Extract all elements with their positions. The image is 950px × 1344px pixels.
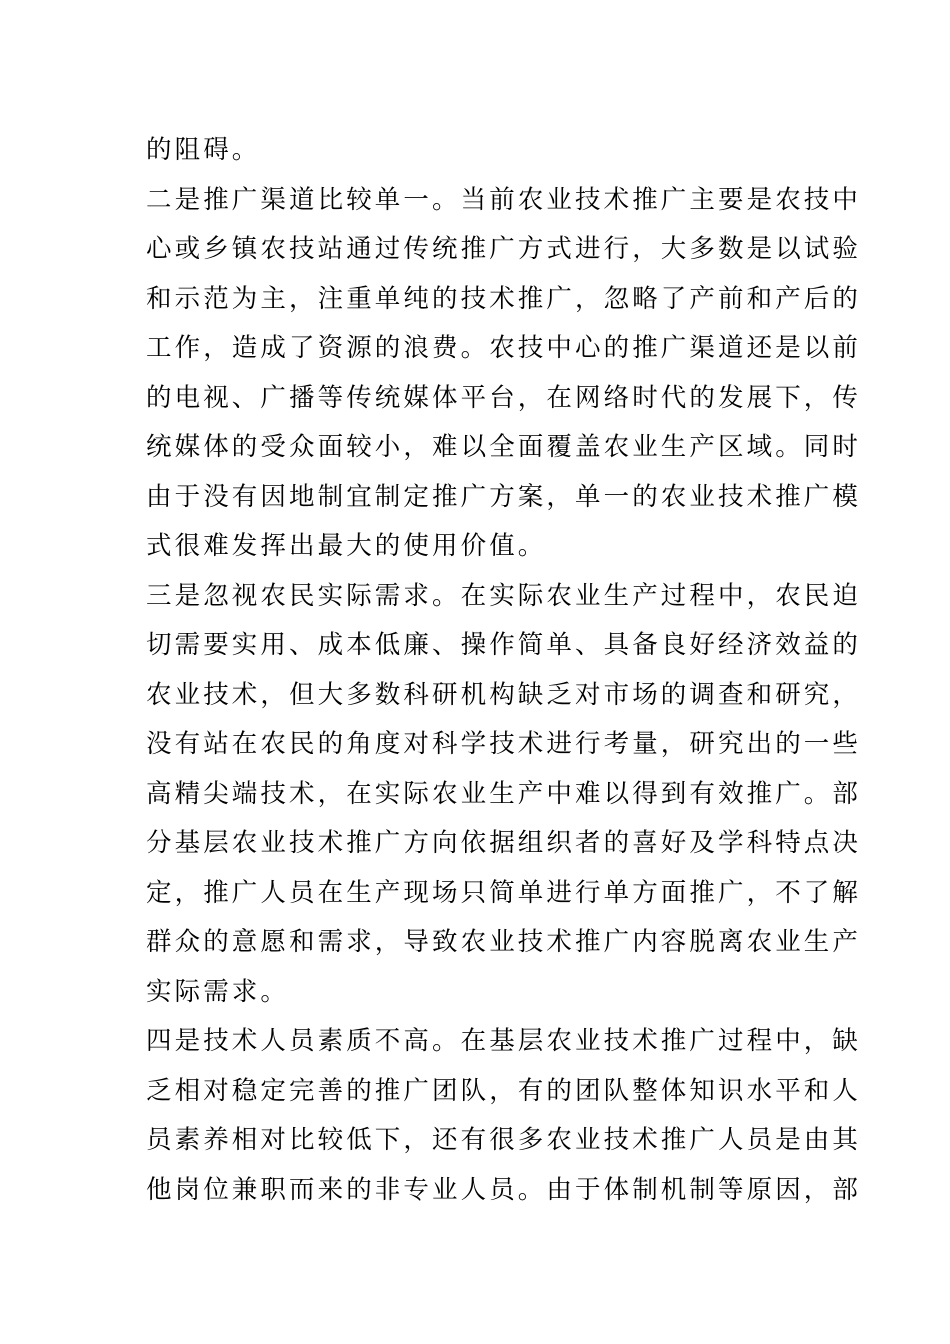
- text-line: 实际需求。: [146, 976, 290, 1007]
- text-line: 农业技术，但大多数科研机构缺乏对市场的调查和研究，: [146, 679, 862, 710]
- text-line: 高精尖端技术，在实际农业生产中难以得到有效推广。部: [146, 778, 862, 809]
- text-line: 切需要实用、成本低廉、操作简单、具备良好经济效益的: [146, 630, 862, 660]
- text-line: 定，推广人员在生产现场只简单进行单方面推广，不了解: [146, 877, 862, 908]
- text-line: 和示范为主，注重单纯的技术推广，忽略了产前和产后的: [146, 283, 862, 314]
- text-line: 由于没有因地制宜制定推广方案，单一的农业技术推广模: [146, 481, 862, 512]
- text-line: 的电视、广播等传统媒体平台，在网络时代的发展下，传: [146, 382, 862, 413]
- text-line: 式很难发挥出最大的使用价值。: [146, 531, 547, 561]
- text-line: 三是忽视农民实际需求。在实际农业生产过程中，农民迫: [146, 580, 862, 611]
- text-line: 工作，造成了资源的浪费。农技中心的推广渠道还是以前: [146, 333, 862, 363]
- text-line: 乏相对稳定完善的推广团队，有的团队整体知识水平和人: [146, 1075, 862, 1106]
- text-line: 他岗位兼职而来的非专业人员。由于体制机制等原因，部: [146, 1174, 862, 1205]
- text-line: 分基层农业技术推广方向依据组织者的喜好及学科特点决: [146, 828, 862, 858]
- text-line: 没有站在农民的角度对科学技术进行考量，研究出的一些: [146, 729, 862, 759]
- text-line: 员素养相对比较低下，还有很多农业技术推广人员是由其: [146, 1125, 862, 1155]
- text-line: 四是技术人员素质不高。在基层农业技术推广过程中，缺: [146, 1026, 862, 1056]
- text-line: 的阻碍。: [146, 135, 261, 165]
- text-line: 心或乡镇农技站通过传统推广方式进行，大多数是以试验: [146, 234, 862, 264]
- body-text: [146, 126, 862, 1215]
- text-line: 统媒体的受众面较小，难以全面覆盖农业生产区域。同时: [146, 432, 862, 462]
- text-line: 群众的意愿和需求，导致农业技术推广内容脱离农业生产: [146, 927, 862, 957]
- text-line: 二是推广渠道比较单一。当前农业技术推广主要是农技中: [146, 184, 862, 215]
